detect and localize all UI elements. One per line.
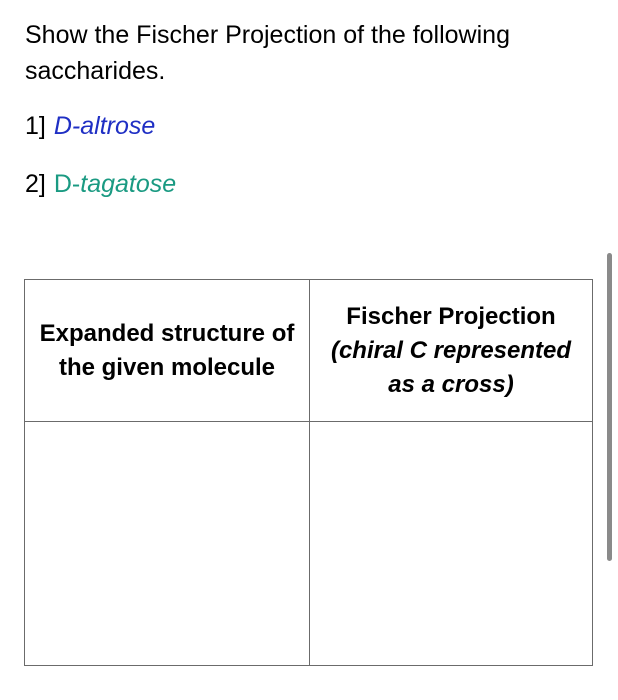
header-fischer-main: Fischer Projection: [346, 302, 556, 330]
header-fischer-projection: [310, 280, 592, 422]
item-number: 1]: [25, 112, 46, 140]
answer-cell-expanded-structure[interactable]: [25, 422, 310, 665]
saccharide-stem: tagatose: [80, 170, 177, 198]
item-number: 2]: [25, 170, 46, 198]
header-expanded-structure: [25, 280, 310, 422]
header-expanded-structure-label: Expanded structure of the given molecule: [39, 319, 295, 381]
answer-cell-fischer-projection[interactable]: [310, 422, 592, 665]
saccharide-prefix: D-: [53, 170, 81, 198]
header-fischer-projection-label: [326, 300, 576, 402]
question-text: Show the Fischer Projection of the following saccharides.: [25, 21, 510, 85]
vertical-scrollbar[interactable]: [607, 253, 612, 561]
saccharide-name: [54, 170, 176, 198]
list-item-1: [25, 110, 155, 142]
list-item-2: [25, 168, 176, 200]
header-fischer-sub: (chiral C represented as a cross): [330, 336, 572, 398]
saccharide-name: D-altrose: [53, 112, 156, 140]
answer-table: [24, 279, 593, 666]
